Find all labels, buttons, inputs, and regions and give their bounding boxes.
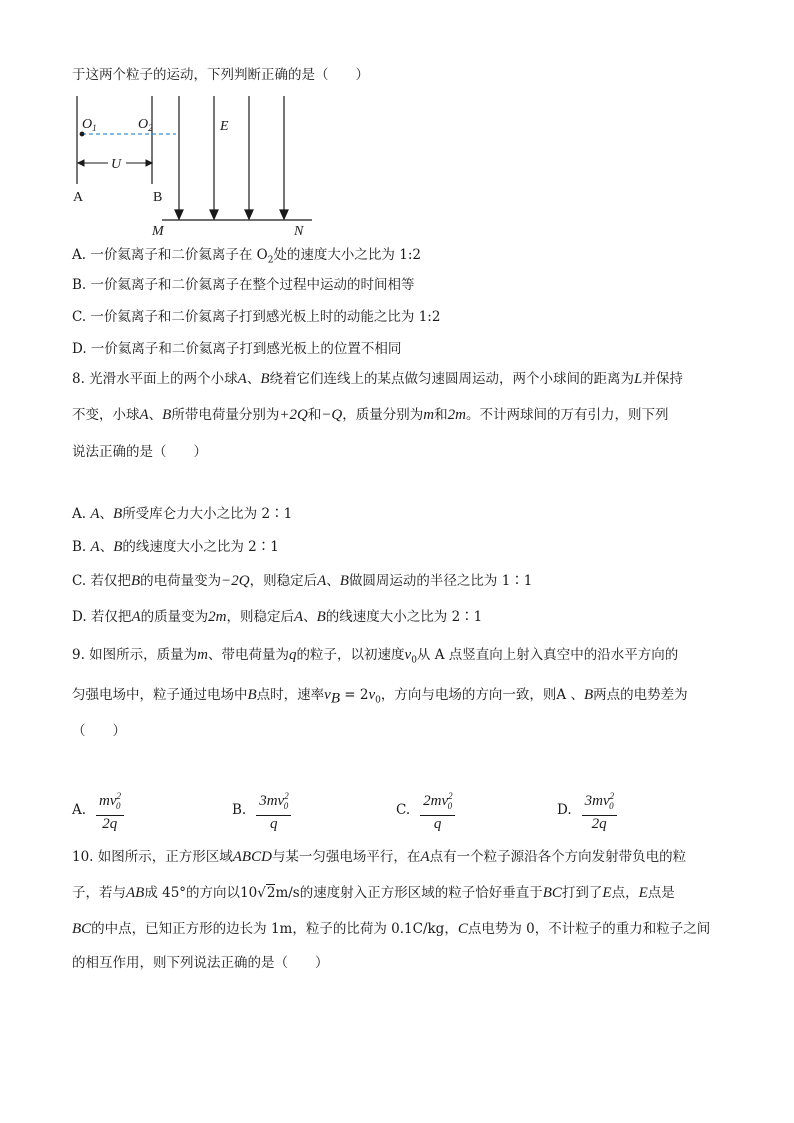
svg-text:O2: $O_2$ xyxy=(138,117,153,133)
q7-option-a: A. 一价氦离子和二价氦离子在 $O_2$处的速度大小之比为 1:2 xyxy=(72,247,421,266)
point-o1 xyxy=(80,132,85,137)
q9-option-d: D. $\frac{3mv^2_0}{2q}$ xyxy=(557,788,617,832)
q7-option-b: B. 一价氦离子和二价氦离子在整个过程中运动的时间相等 xyxy=(72,277,415,293)
physics-diagram xyxy=(68,92,328,240)
q9-option-a: A. $\frac{mv^2_0}{2q}$ xyxy=(72,788,124,832)
q8-option-c: C. 若仅把B的电荷量变为−2Q，则稳定后A、B做圆周运动的半径之比为 1∶1 xyxy=(72,573,533,589)
q8-option-d: D. 若仅把A的质量变为2m，则稳定后A、B的线速度大小之比为 2∶1 xyxy=(72,609,483,625)
q8-stem-line-1: 8. 光滑水平面上的两个小球A、B绕着它们连线上的某点做匀速圆周运动，两个小球间的距离为L并保持 xyxy=(72,371,683,387)
label-u: U xyxy=(111,157,122,172)
q7-option-d: D. 一价氦离子和二价氦离子打到感光板上的位置不相同 xyxy=(72,341,402,357)
field-lines xyxy=(175,96,288,219)
q8-option-b: B. A、B的线速度大小之比为 2∶1 xyxy=(72,539,279,555)
q10-stem-line-4: 的相互作用，则下列说法正确的是（ ） xyxy=(72,955,329,971)
label-e: E xyxy=(220,119,229,134)
q9-option-c: C. $\frac{2mv^2_0}{q}$ xyxy=(396,788,455,832)
label-o1: O xyxy=(82,117,93,132)
q7-option-c: C. 一价氦离子和二价氦离子打到感光板上时的动能之比为 1:2 xyxy=(72,309,441,325)
q8-option-a: A. A、B所受库仑力大小之比为 2∶1 xyxy=(72,506,293,522)
label-a: A xyxy=(73,190,84,205)
q8-stem-line-3: 说法正确的是（ ） xyxy=(72,444,207,460)
label-n: N xyxy=(294,224,304,239)
label-m: M xyxy=(152,224,164,239)
q9-stem-line-1: 9. 如图所示，质量为m、带电荷量为q的粒子，以初速度$v_0$从 A 点竖直向上射入真空中的沿水平方向的 xyxy=(72,647,679,666)
q9-option-b: B. $\frac{3mv^2_0}{q}$ xyxy=(232,788,291,832)
question-stem-tail: 于这两个粒子的运动，下列判断正确的是（ ） xyxy=(72,67,369,83)
q10-stem-line-1: 10. 如图所示，正方形区域ABCD与某一匀强电场平行，在A点有一个粒子源沿各个方向发射带负电的粒 xyxy=(72,849,687,865)
q8-stem-line-2: 不变，小球A、B所带电荷量分别为+2Q和−Q，质量分别为m和2m。不计两球间的万有引力，则下列 xyxy=(72,407,669,423)
q9-stem-line-3: （ ） xyxy=(72,723,126,739)
q10-stem-line-3: BC的中点，已知正方形的边长为 1m，粒子的比荷为 0.1C/kg，C点电势为 0，不计粒子的重力和粒子之间 xyxy=(72,921,711,937)
q9-stem-line-2: 匀强电场中，粒子通过电场中B点时，速率$v_B = 2v_0$，方向与电场的方向一致，则A 、B两点的电势差为 xyxy=(72,687,688,707)
label-b: B xyxy=(153,190,163,205)
svg-text:O1: $O_1$ xyxy=(82,117,97,133)
q10-stem-line-2: 子，若与AB成 45°的方向以10√2m/s的速度射入正方形区域的粒子恰好垂直于BC打到了E点，E点是 xyxy=(72,885,675,901)
label-o2: O xyxy=(138,117,149,132)
